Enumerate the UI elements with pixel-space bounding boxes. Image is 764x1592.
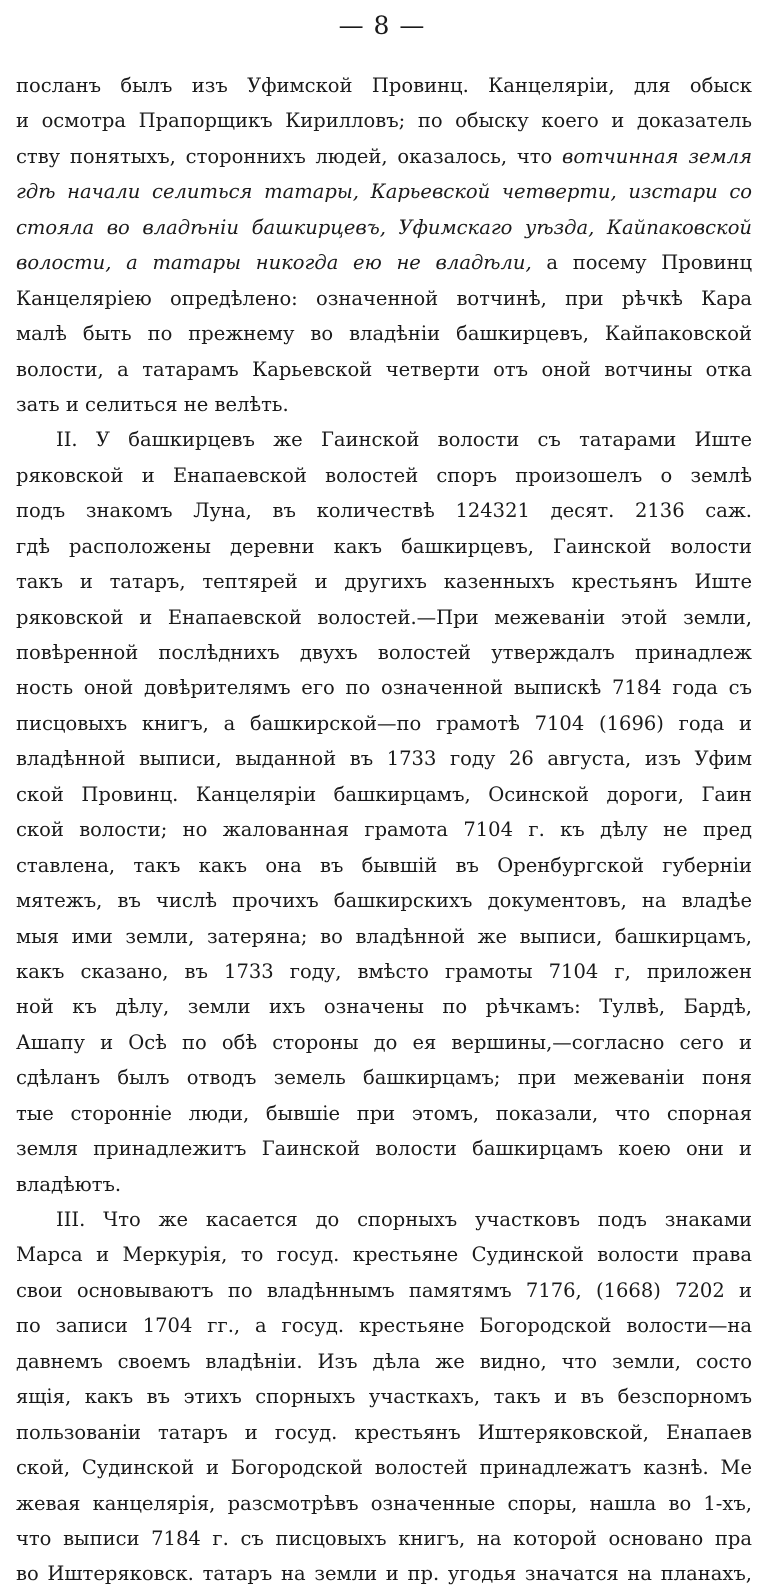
text-line: Канцеляріею опредѣлено: означенной вотчинѣ, при рѣчкѣ Кара (16, 286, 752, 310)
text-line: гдѣ расположены деревни какъ башкирцевъ, Гаинской волости (16, 534, 752, 558)
text-line: писцовыхъ книгъ, а башкирской—по грамотѣ 7104 (1696) года и (16, 711, 752, 735)
text-line: ной къ дѣлу, земли ихъ означены по рѣчкамъ: Тулвѣ, Бардѣ, (16, 995, 752, 1019)
text-line: сдѣланъ былъ отводъ земель башкирцамъ; при межеваніи поня (16, 1066, 752, 1090)
text-line: Ашапу и Осѣ по обѣ стороны до ея вершины,—согласно сего и (16, 1030, 752, 1054)
text-line: посланъ былъ изъ Уфимской Провинц. Канцеляріи, для обыск (16, 74, 752, 97)
text-line: пользованіи татаръ и госуд. крестьянъ Иштеряковской, Енапаев (16, 1420, 752, 1444)
text-line: давнемъ своемъ владѣніи. Изъ дѣла же видно, что земли, состо (16, 1349, 752, 1373)
italic-text: стояла во владѣніи башкирцевъ, Уфимскаго уѣзда, Кайпаковской (16, 215, 752, 239)
text-line: зать и селиться не велѣть. (16, 392, 289, 416)
text-line: ставлена, такъ какъ она въ бывшій въ Оренбургской губерніи (16, 853, 752, 877)
text-line: ряковской и Енапаевской волостей споръ произошелъ о землѣ (16, 463, 752, 487)
text-line: ской Провинц. Канцеляріи башкирцамъ, Осинской дороги, Гаин (16, 782, 752, 806)
text-line: ряковской и Енапаевской волостей.—При межеваніи этой земли, (16, 605, 752, 629)
text-line: какъ сказано, въ 1733 году, вмѣсто грамоты 7104 г, приложен (16, 959, 752, 983)
text-span: а посему Провинц (531, 251, 752, 275)
text-line: мыя ими земли, затеряна; во владѣнной же выписи, башкирцамъ, (16, 924, 752, 948)
text-line: волости, а татарамъ Карьевской четверти отъ оной вотчины отка (16, 357, 752, 381)
text-span: ству понятыхъ, стороннихъ людей, оказалось, что (16, 144, 563, 168)
text-line: и осмотра Прапорщикъ Кирилловъ; по обыску коего и доказатель (16, 109, 752, 133)
page-number: — 8 — (338, 11, 426, 40)
text-line: ящія, какъ въ этихъ спорныхъ участкахъ, такъ и въ безспорномъ (16, 1385, 752, 1409)
text-line: ской, Судинской и Богородской волостей принадлежатъ казнѣ. Ме (16, 1456, 752, 1480)
text-line: владѣнной выписи, выданной въ 1733 году 26 августа, изъ Уфим (16, 747, 752, 771)
text-line: ность оной довѣрителямъ его по означенной выпискѣ 7184 года съ (16, 676, 752, 700)
text-line: Марса и Меркурія, то госуд. крестьяне Судинской волости права (16, 1243, 752, 1267)
text-line: во Иштеряковск. татаръ на земли и пр. угодья значатся на планахъ, (16, 1562, 752, 1586)
text-line: мятежъ, въ числѣ прочихъ башкирскихъ документовъ, на владѣе (16, 889, 752, 913)
text-line: тые сторонніе люди, бывшіе при этомъ, показали, что спорная (16, 1101, 752, 1125)
text-line: II. У башкирцевъ же Гаинской волости съ татарами Иште (56, 428, 752, 452)
text-line: такъ и татаръ, тептярей и другихъ казенныхъ крестьянъ Иште (16, 570, 752, 594)
text-line: повѣренной послѣднихъ двухъ волостей утверждалъ принадлеж (16, 641, 752, 664)
text-line (16, 139, 752, 174)
italic-text: волости, а татары никогда ею не владѣли, (16, 251, 532, 275)
italic-text: гдѣ начали селиться татары, Карьевской четверти, изстари со (16, 180, 752, 204)
text-line: малѣ быть по прежнему во владѣніи башкирцевъ, Кайпаковской (16, 322, 752, 346)
text-line (16, 174, 752, 209)
text-line: подъ знакомъ Луна, въ количествѣ 124321 десят. 2136 саж. (16, 499, 752, 523)
text-line: владѣютъ. (16, 1172, 122, 1196)
page-text (16, 68, 752, 1592)
text-line: жевая канцелярія, разсмотрѣвъ означенные споры, нашла во 1-хъ, (16, 1491, 752, 1515)
text-line: III. Что же касается до спорныхъ участковъ подъ знаками (56, 1208, 752, 1231)
text-line (16, 210, 752, 245)
text-line: ской волости; но жалованная грамота 7104 г. къ дѣлу не пред (16, 818, 752, 842)
text-line: свои основываютъ по владѣннымъ памятямъ 7176, (1668) 7202 и (16, 1278, 752, 1302)
text-line: земля принадлежитъ Гаинской волости башкирцамъ коею они и (16, 1137, 752, 1161)
text-line: что выписи 7184 г. съ писцовыхъ книгъ, на которой основано пра (16, 1526, 752, 1550)
text-line: по записи 1704 гг., а госуд. крестьяне Богородской волости—на (16, 1314, 752, 1338)
italic-text: вотчинная земля (562, 144, 752, 168)
text-line (16, 245, 752, 280)
